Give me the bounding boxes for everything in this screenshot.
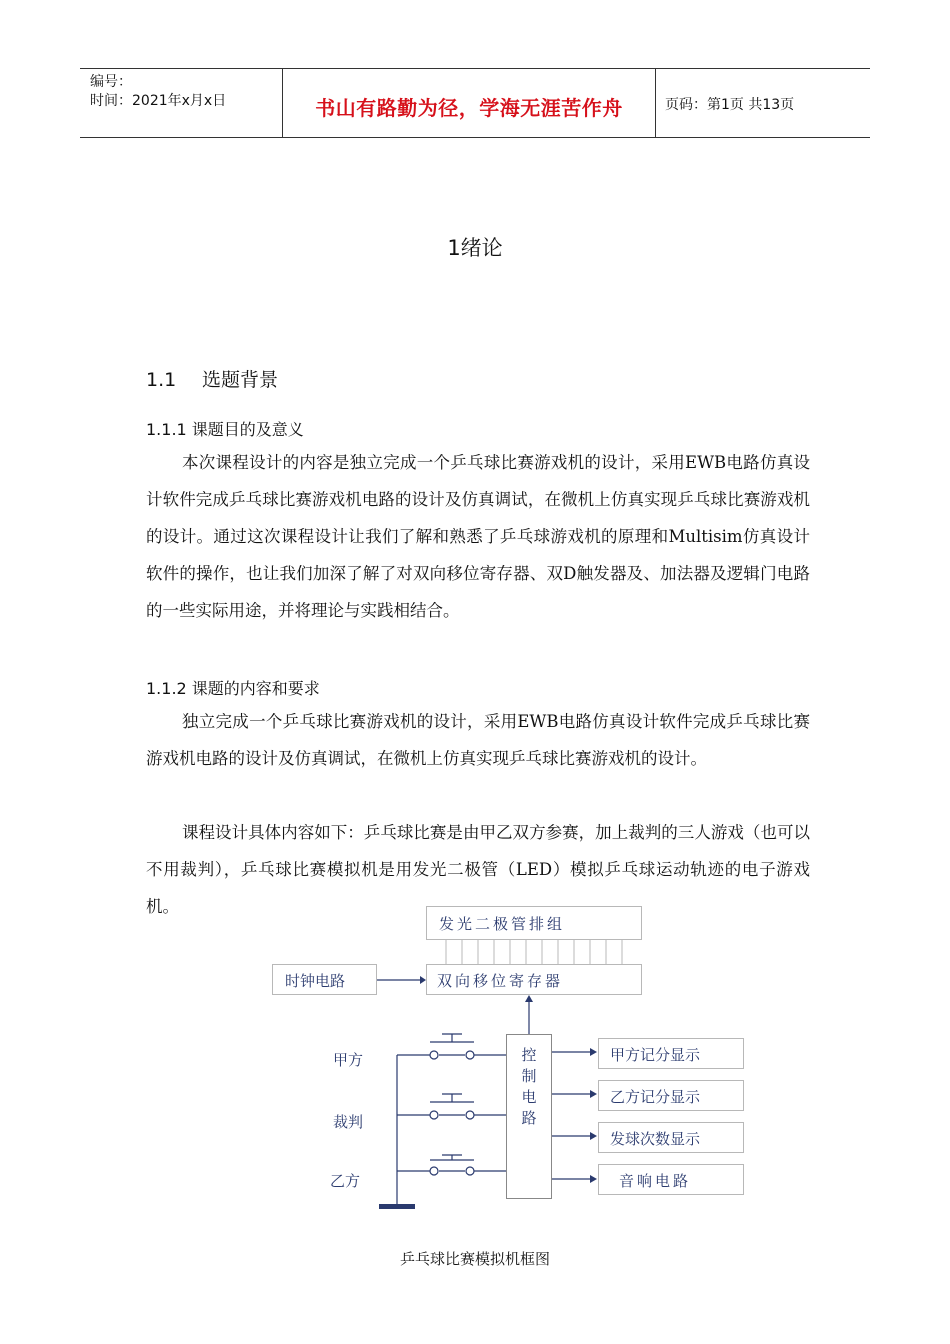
- sound-circuit-box: [598, 1164, 744, 1195]
- section-heading: [146, 365, 278, 392]
- number-label: 编号：: [90, 74, 132, 90]
- serve-count-box: [598, 1122, 744, 1153]
- paragraph-details: 课程设计具体内容如下：乒乓球比赛是由甲乙双方参赛，加上裁判的三人游戏（也可以不用裁判），乒乓球比赛模拟机是用发光二极管（LED）模拟乒乓球运动轨迹的电子游戏机。: [146, 823, 810, 916]
- score-b-box: [598, 1080, 744, 1111]
- header-meta-cell: [80, 69, 282, 137]
- chapter-title: 1绪论: [447, 236, 503, 260]
- led-array-label: 发光二极管排组: [439, 915, 566, 933]
- sound-circuit-label: 音响电路: [619, 1172, 692, 1190]
- clock-label: 时钟电路: [285, 972, 346, 990]
- page-info: 页码：第1页 共13页: [665, 97, 795, 113]
- header-motto-cell: [282, 69, 656, 137]
- score-a-box: [598, 1038, 744, 1069]
- page-header: [80, 68, 870, 138]
- figure-caption: 乒乓球比赛模拟机框图: [399, 1250, 550, 1268]
- header-page-cell: [655, 69, 870, 137]
- player-a-label: 甲方: [333, 1051, 364, 1069]
- serve-count-label: 发球次数显示: [610, 1130, 701, 1148]
- section-title: 选题背景: [202, 369, 279, 391]
- time-label: 时间：2021年x月x日: [90, 93, 227, 109]
- referee-label: 裁判: [333, 1113, 364, 1131]
- motto: 书山有路勤为径，学海无涯苦作舟: [315, 96, 623, 120]
- subsection-heading-2: 1.1.2 课题的内容和要求: [146, 679, 320, 698]
- control-circuit-box: [506, 1034, 552, 1199]
- paragraph-purpose: 本次课程设计的内容是独立完成一个乒乓球比赛游戏机的设计，采用EWB电路仿真设计软件完成乒乓球比赛游戏机电路的设计及仿真调试，在微机上仿真实现乒乓球比赛游戏机的设计。通过这次课程设计让我们了解和熟悉了乒乓球游戏机的原理和Multisim仿真设计软件的操作，也让我们加深了解了对双向移位寄存器、双D触发器及、加法器及逻辑门电路的一些实际用途，并将理论与实践相结合。: [146, 453, 810, 620]
- section-number: 1.1: [146, 369, 177, 391]
- control-circuit-label: 控制电路: [521, 1046, 537, 1127]
- shift-register-label: 双向移位寄存器: [437, 972, 564, 990]
- score-a-label: 甲方记分显示: [610, 1046, 701, 1064]
- paragraph-requirements: 独立完成一个乒乓球比赛游戏机的设计，采用EWB电路仿真设计软件完成乒乓球比赛游戏机电路的设计及仿真调试，在微机上仿真实现乒乓球比赛游戏机的设计。: [146, 712, 810, 768]
- player-b-label: 乙方: [330, 1172, 361, 1190]
- score-b-label: 乙方记分显示: [610, 1088, 701, 1106]
- block-diagram: [262, 900, 762, 1220]
- subsection-heading-1: 1.1.1 课题目的及意义: [146, 420, 304, 439]
